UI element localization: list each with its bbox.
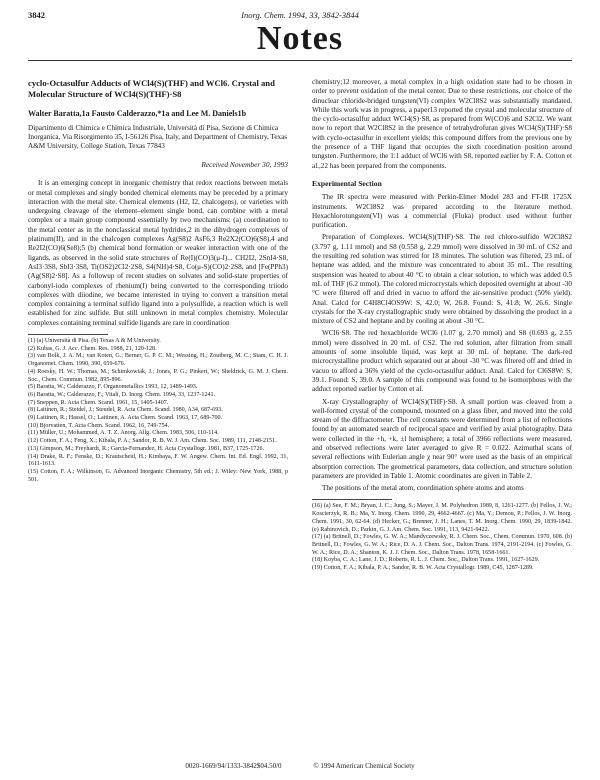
experimental-paragraph: Preparation of Complexes. WCl4(S)(THF)·S8. The red chloro-sulfido W2Cl8S2 (3.797 g, 1.11 mmol) and S8 (0.558 g, 2.29 mmol) were dissolved in 30 mL of CS2 and the resulting red solution was stirred for 18 minutes. The solution was filtered, 23 mL of heptane was added, and the mixture was concentrated to about 35 mL. The resulting suspension was heated to about 40 °C to obtain a clear solution, to which was added 0.5 mL of THF (6.2 mmol). The colored microcrystals which deposited overnight at about -30 °C were filtered off and dried in vacuo to afford the air-sensitive product (50% yield). Anal. Calcd for C4H8Cl4OS9W: S, 42.0; W, 26.8. Found: S, 41.8; W, 26.6. Single crystals for the X-ray crystallographic study were obtained by dissolving the product in a mixture of CS2 and heptane and by cooling at about -30 °C.: [312, 233, 572, 326]
reference-item: (2) Kubas, G. J. Acc. Chem. Res. 1988, 21, 120-128.: [28, 345, 157, 352]
reference-item: (4) Roesky, H. W.; Thomas, M.; Schimkowiak, J.; Jones, P. G.; Pinkert, W.; Sheldrick, G. M. J. Chem. Soc., Chem. Commun. 1982, 895-896.: [28, 368, 288, 383]
reference-list: [28, 338, 288, 484]
reference-item: (5) Baratta, W.; Calderazzo, F. Organometallics 1993, 12, 1489-1493.: [28, 384, 198, 391]
reference-item: (18) Koyba, C. A.; Lane, J. D.; Roberts, R. L. J. Chem. Soc., Dalton Trans. 1991, 1627-1629.: [312, 557, 540, 564]
reference-item: (17) (a) Britnell, D.; Fowles, G. W. A.; Mandyczewsky, R. J. Chem. Soc., Chem. Commun. 1970, 608. (b) Britnell, D.; Fowles, G. W. A.; Rice, D. A. J. Chem. Soc., Dalton Trans. 1974, 2191-2194. (c) Fowles, G. W. A.; Rice, D. A.; Shanton, K. J. J. Chem. Soc., Dalton Trans. 1978, 1658-1661.: [312, 534, 572, 556]
reference-item: (16) (a) See, F. M.; Bryan, J. C.; Jung, S.; Mayer, J. M. Polyhedron 1989, 8, 1261-1277. (b) Fellos, J. W.; Koscierzyk, R. B.; Ma, Y. Inorg. Chem. 1990, 29, 4662-4667. (c) Ma, Y.; Demou, P.; Fellos, J. W. Inorg. Chem. 1991, 30, 62-64. (d) Hecker, G.; Brenner, J. H.; Lanes, T. M. Inorg. Chem. 1990, 29, 1839-1842. (e) Rabinovich, D.; Parkin, G. J. Am. Chem. Soc. 1991, 113, 9421-9422.: [312, 503, 572, 533]
experimental-paragraph: The IR spectra were measured with Perkin-Elmer Model 283 and FT-IR 1725X instruments. W2Cl8S2 was prepared according to the literature method. Hexachlorotungsten(VI) was a commercial (Fluka) product used without further purification.: [312, 193, 572, 230]
left-column: [28, 78, 288, 484]
reference-item: (15) Cotton, F. A.; Wilkinson, G. Advanced Inorganic Chemistry, 5th ed.; J. Wiley: New York, 1988, p 501.: [28, 469, 288, 483]
reference-item: (3) van Bolk, J. A. M.; van Koten, G.; Berner, G. P. C. M.; Wessing, H.; Zoutberg, M. C.; Stam, C. H. J. Organomet. Chem. 1990, 390, 659-676.: [28, 353, 288, 368]
body-paragraph: It is an emerging concept in inorganic chemistry that redox reactions between metals or metal complexes and singly bonded chemical elements may be preceded by a primary interaction with the metal site. Chemical elements (H2, I2, chalcogens), or varieties with undergoing cleavage of the element–element single bond, can combine with a metal complex or a main group compound essentially by two mechanisms: (a) coordination to the metal center as in the nonclassical metal hydrides,2 in the dihydrogen complexes of platinum(II), and in the chalcogen complexes Ag(S8)2 AsF6,3 Re2X2(CO)6(S8),4 and Re2I2(CO)6(Se8);5 (b) chemical bond formation or weaker interaction with one of the ligands, as observed in the solid state structures of Re(I)(CO)3(μ-I)... CH2I2, 2SnI4·S8, AsI3·3S8, SbI3·3S8, Ti(OS2)2Cl2·2S8, S4(NH)4·S8, Co(μ-S)(CO)2·2S8, and [Fe(PPh3)(Ag(S8)2·S8]. As a followup of recent studies on solvates and solid-state properties of carbonyl-iodo complexes of rhenium(I) being converted to the corresponding triiodo complexes with diiodine, we became interested in trying to convert a transition metal complex containing a terminal sulfido ligand into a polysulfide, a reaction which is well established for zinc sulfide. But still unknown in metal complex chemistry. Molecular complexes containing terminal sulfide ligands are rare in coordination: [28, 179, 288, 327]
body-paragraph: chemistry;12 moreover, a metal complex in a high oxidation state had to be chosen in order to prevent oxidation of the metal center. Due to these restrictions, our choice of the dinuclear chloride-bridged tungsten(VI) complex W2Cl8S2 was substantially mandated. While this work was in progress, a paper13 reported the crystal and molecular structure of the cyclo-octasulfur adduct WCl4(S)·S8, as prepared from W(CO)6 and S2Cl2. We want now to report that W2Cl8S2 in the presence of tetrahydrofuran gives WCl4(S)(THF)·S8 with cyclo-octasulfur in excellent yields; this compound differs from the previous one by the presence of a THF ligand that occupies the sixth coordination position around tungsten. Furthermore, the 1:1 adduct of WCl6 with S8, reported earlier by F. A. Cotton et al.,22 has been prepared from the components.: [312, 78, 572, 170]
reference-item: (10) Bjorvatten, T. Acta Chem. Scand. 1962, 16, 749-754.: [28, 422, 170, 429]
reference-item: (14) Drake, R. F.; Fenske, D.; Krautscheid, H.; Kimbaya, F. W. Angew. Chem. Int. Ed. Engl. 1992, 31, 1611-1613.: [28, 453, 288, 468]
article-title: cyclo-Octasulfur Adducts of WCl4(S)(THF) and WCl6. Crystal and Molecular Structure of WCl4(S)(THF)·S8: [28, 78, 275, 99]
footnote-rule: [28, 334, 108, 335]
page-number: 3842: [28, 10, 45, 20]
reference-item: (11) Müller, U.; Mohammed, A. T. Z. Anorg. Allg. Chem. 1983, 506, 110-114.: [28, 430, 219, 437]
received-date: Received November 30, 1993: [201, 160, 288, 169]
reference-item: (19) Cotton, F. A.; Kibala, P. A.; Sandor, R. B. W. Acta Crystallogr. 1989, C45, 1287-1289.: [312, 565, 534, 572]
experimental-paragraph: The positions of the metal atom, coordination sphere atoms and atoms: [322, 484, 524, 493]
journal-citation: Inorg. Chem. 1994, 33, 3842-3844: [241, 10, 359, 20]
header-rule: [28, 60, 572, 61]
reference-item: (8) Laitinen, R.; Steidel, J.; Steudel, R. Acta Chem. Scand. 1980, A34, 687-693.: [28, 407, 223, 414]
reference-item: (6) Baratta, W.; Calderazzo, F.; Vitali, D. Inorg. Chem. 1994, 33, 1237-1241.: [28, 391, 216, 398]
page-footer: [0, 762, 600, 770]
copyright-notice: © 1994 American Chemical Society: [313, 762, 415, 770]
experimental-paragraph: X-ray Crystallography of WCl4(S)(THF)·S8. A small portion was cleaved from a well-formed crystal of the compound, mounted on a glass fiber, and moved into the cold stream of the diffractometer. The cell constants were determined from a list of reflections found by an automated search of reciprocal space and verified by axial photography. Data were collected in the +h, +k, ±l hemisphere; a total of 3966 reflections were measured, and observed reflections were later averaged to give R = 0.022. Azimuthal scans of several reflections with Eulerian angle χ near 90° were used as the basis of an empirical absorption correction. The geometrical parameters, data collection, and structure solution parameters are provided in Table 1. Atomic coordinates are given in Table 2.: [312, 397, 572, 480]
issn-code: 0020-1669/94/1333-3842$04.50/0: [185, 762, 282, 770]
experimental-heading: Experimental Section: [312, 178, 382, 188]
reference-item: (9) Laitinen, R.; Hassel, O.; Laitinen, A. Acta Chem. Scand. 1963, 17, 689-700.: [28, 415, 223, 422]
section-title: Notes: [256, 20, 344, 57]
experimental-paragraph: WCl6·S8. The red hexachloride WCl6 (1.07 g, 2.70 mmol) and S8 (0.693 g, 2.55 mmol) were dissolved in 20 mL of CS2. The red solution, after filtration from small amounts of some insoluble liquid, was kept at 30 mL of heptane. The dark-red microcrystalline product which separated out at about -30 °C was filtered off and dried in vacuo to afford a 36% yield of the cyclo-octasulfur adduct. Anal. Calcd for Cl6S8W: S, 39.1. Found: S, 39.0. A sample of this compound was found to be isomorphous with the adduct reported earlier by Cotton et al.: [312, 329, 572, 394]
right-column: [312, 78, 572, 573]
author-list: Walter Baratta,1a Fausto Calderazzo,*1a and Lee M. Daniels1b: [28, 109, 247, 118]
footnote-rule: [312, 499, 392, 500]
reference-item: (7) Sneppen, R. Acta Chem. Scand. 1961, 15, 1405-1407.: [28, 399, 169, 406]
reference-item: (1) (a) Università di Pisa. (b) Texas A & M University.: [28, 338, 161, 345]
reference-list: [312, 503, 572, 572]
reference-item: (13) Gimpson, M.; Freyhardt, R.; Garcia-Fernandez, H. Acta Crystallogr. 1981, B37, 1725-1726.: [28, 445, 265, 452]
affiliation: Dipartimento di Chimica e Chimica Industriale, Università di Pisa, Sezione di Chimica Inorganica, Via Risorgimento 35, I-56126 Pisa, Italy, and Department of Chemistry, Texas A&M University, College Station, Texas 77843: [28, 124, 288, 150]
reference-item: (12) Cotton, F. A.; Feng, X.; Kibala, P. A.; Sandor, R. B. W. J. Am. Chem. Soc. 1989, 111, 2148-2151.: [28, 438, 277, 445]
